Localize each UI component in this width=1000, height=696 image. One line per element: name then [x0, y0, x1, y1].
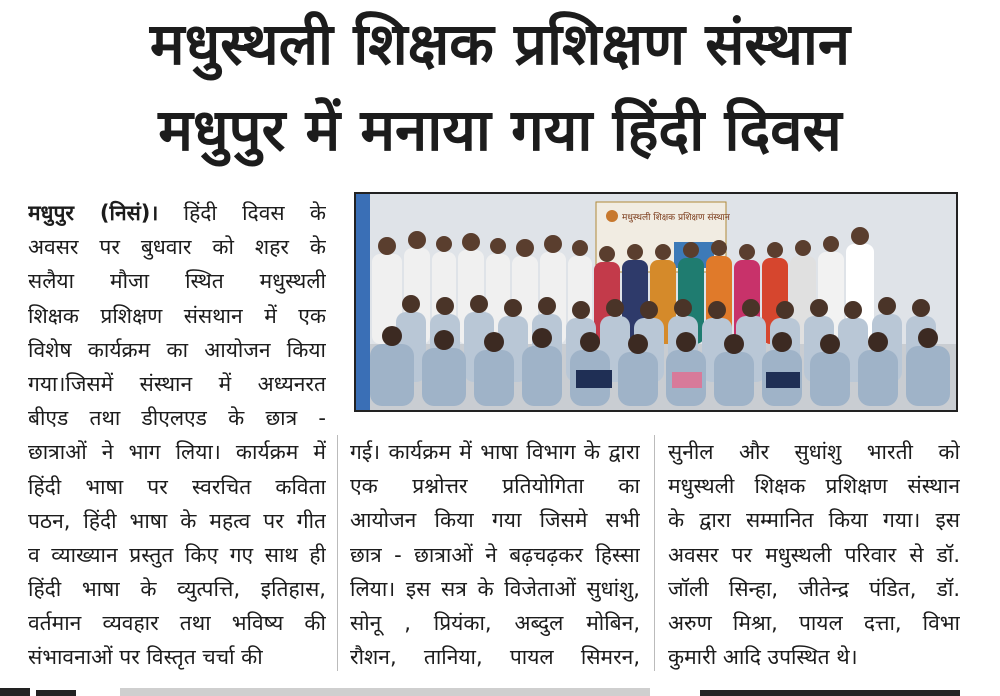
article-line: संभावनाओं पर विस्तृत चर्चा की [28, 645, 263, 670]
article-line: छात्र - छात्राओं ने बढ़चढ़कर हिस्सा [350, 542, 640, 567]
article-line: पठन, हिंदी भाषा के महत्व पर गीत [28, 508, 326, 533]
banner-text: मधुस्थली शिक्षक प्रशिक्षण संस्थान [622, 213, 730, 223]
article-line: लिया। इस सत्र के विजेताओं सुधांशु, [350, 576, 640, 601]
group-photo [354, 192, 958, 412]
article-line: सुनील और सुधांशु भारती को [668, 440, 960, 464]
article-line: गया।जिसमें संस्थान में अध्यनरत [28, 371, 326, 396]
article-line: वर्तमान व्यवहार तथा भविष्य की [28, 611, 326, 636]
article-line: बीएड तथा डीएलएड के छात्र - [28, 406, 326, 431]
article-line: अवसर पर मधुस्थली परिवार से डॉ. [668, 542, 960, 567]
article-line: के द्वारा सम्मानित किया गया। इस [668, 508, 960, 533]
article-column-2 [350, 435, 640, 674]
article-line: व व्याख्यान प्रस्तुत किए गए साथ ही [28, 542, 326, 567]
column-divider [654, 435, 655, 671]
article-line: गई। कार्यक्रम में भाषा विभाग के द्वारा [350, 440, 640, 464]
article-column-3 [668, 435, 960, 674]
headline-line-2: मधुपुर में मनाया गया हिंदी दिवस [158, 96, 842, 164]
article-line: मधुस्थली शिक्षक प्रशिक्षण संस्थान [668, 474, 960, 499]
article-line: छात्राओं ने भाग लिया। कार्यक्रम में [28, 440, 326, 465]
article-line: सलैया मौजा स्थित मधुस्थली [28, 269, 326, 294]
article-line: हिंदी भाषा पर स्वरचित कविता [28, 474, 326, 499]
dateline: मधुपुर (निसं)। [28, 201, 159, 225]
article-line: एक प्रश्नोत्तर प्रतियोगिता का [350, 474, 640, 499]
article-line: शिक्षक प्रशिक्षण संसथान में एक [28, 303, 326, 328]
column-divider [337, 435, 338, 671]
article-line: अवसर पर बुधवार को शहर के [28, 235, 326, 260]
article-line: विशेष कार्यक्रम का आयोजन किया [28, 337, 326, 362]
article-line: सोनू , प्रियंका, अब्दुल मोबिन, [350, 610, 640, 635]
article-line: कुमारी आदि उपस्थित थे। [668, 645, 858, 670]
article-line: अरुण मिश्रा, पायल दत्ता, विभा [668, 610, 960, 635]
article-line: रौशन, तानिया, पायल सिमरन, [350, 645, 640, 670]
article-line: जॉली सिन्हा, जीतेन्द्र पंडित, डॉ. [668, 576, 960, 601]
next-article-cutoff [0, 684, 1000, 696]
article-line: हिंदी भाषा के व्युत्पत्ति, इतिहास, [28, 577, 326, 602]
article-column-1 [28, 196, 326, 675]
article-line: आयोजन किया गया जिसमे सभी [350, 508, 640, 533]
article-line: मधुपुर (निसं)। हिंदी दिवस के [28, 201, 326, 225]
headline-line-1: मधुस्थली शिक्षक प्रशिक्षण संस्थान [149, 10, 851, 78]
